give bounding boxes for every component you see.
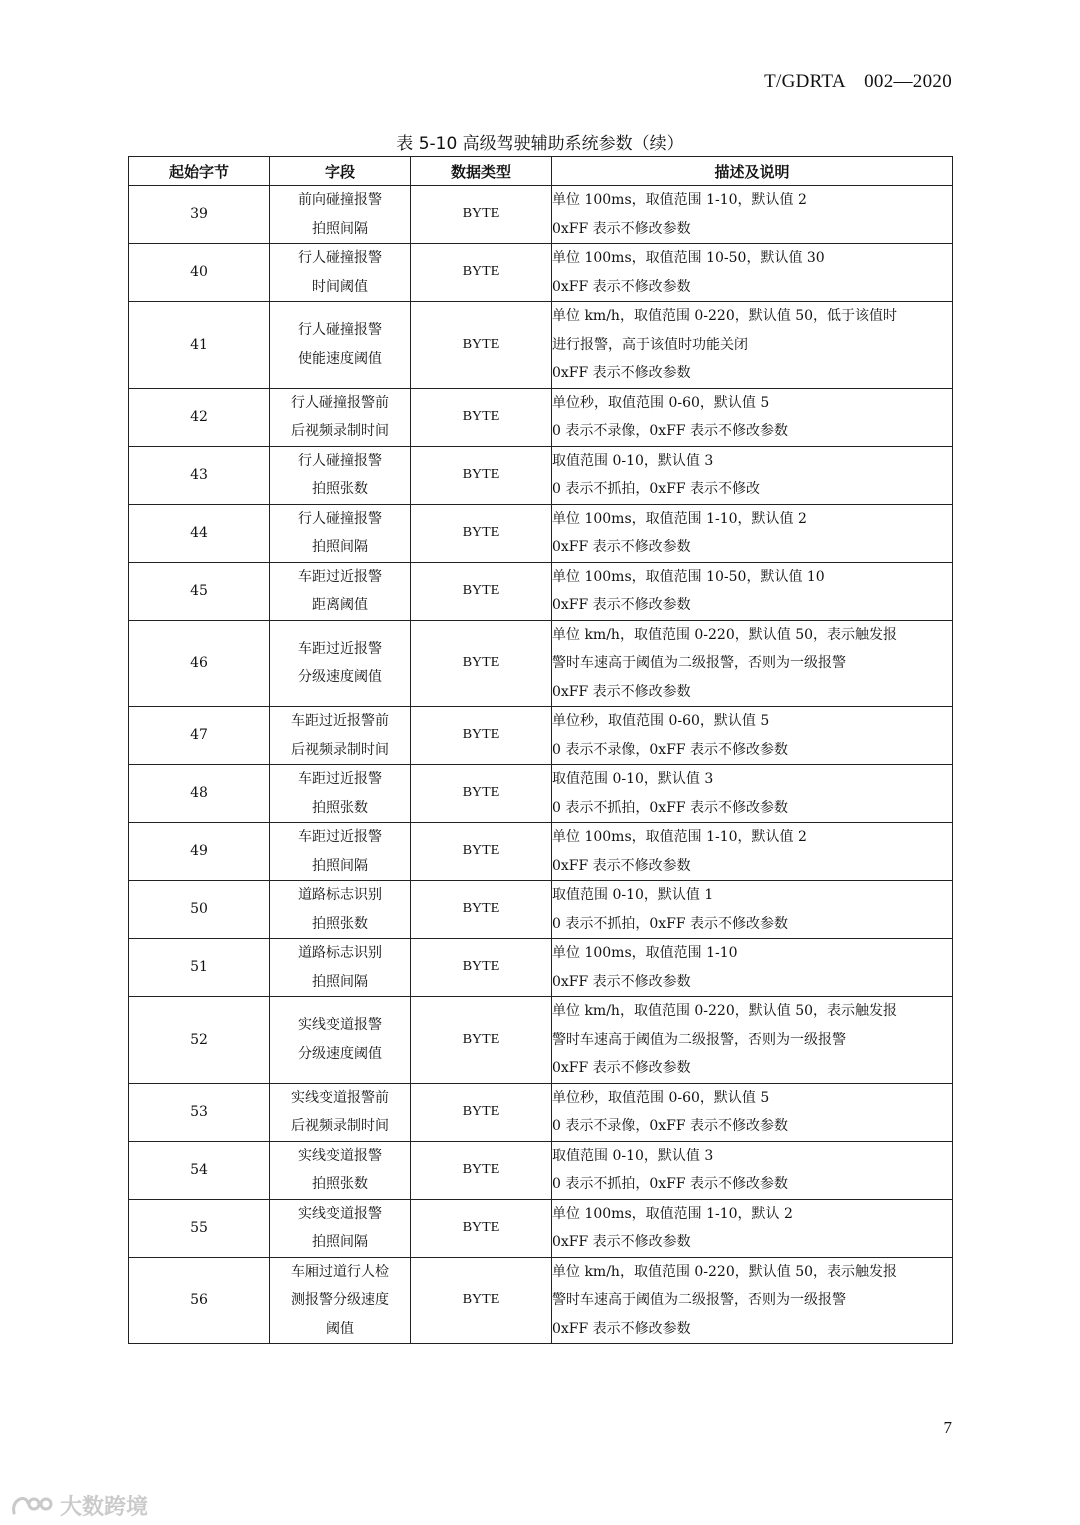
description-line: 进行报警，高于该值时功能关闭 xyxy=(552,336,748,353)
description-line: 0xFF 表示不修改参数 xyxy=(552,1060,691,1076)
cell-start-byte: 51 xyxy=(129,939,270,997)
field-line: 实线变道报警 xyxy=(298,1205,382,1222)
description-line: 0 表示不抓拍，0xFF 表示不修改参数 xyxy=(552,1176,789,1192)
cell-field xyxy=(270,504,411,562)
field-line: 拍照张数 xyxy=(312,799,368,816)
description-line: 单位 100ms，取值范围 1-10，默认值 2 xyxy=(552,829,807,845)
description-line: 取值范围 0-10，默认值 3 xyxy=(552,452,714,469)
table-row xyxy=(129,997,953,1084)
description-line: 0xFF 表示不修改参数 xyxy=(552,973,691,990)
description-line: 单位秒，取值范围 0-60，默认值 5 xyxy=(552,713,770,729)
cell-field xyxy=(270,765,411,823)
cell-data-type: BYTE xyxy=(411,881,552,939)
field-line: 道路标志识别 xyxy=(298,887,382,903)
field-line: 距离阈值 xyxy=(312,597,368,613)
cell-start-byte: 41 xyxy=(129,302,270,389)
cell-description xyxy=(552,1257,953,1344)
cell-field xyxy=(270,388,411,446)
cell-field xyxy=(270,562,411,620)
description-line: 0xFF 表示不修改参数 xyxy=(552,1320,691,1337)
cell-data-type: BYTE xyxy=(411,504,552,562)
cell-description xyxy=(552,765,953,823)
field-line: 拍照间隔 xyxy=(312,1234,368,1250)
field-line: 时间阈值 xyxy=(312,278,368,295)
table-row xyxy=(129,823,953,881)
description-line: 0 表示不录像，0xFF 表示不修改参数 xyxy=(552,741,789,758)
cell-data-type: BYTE xyxy=(411,244,552,302)
description-line: 0xFF 表示不修改参数 xyxy=(552,365,691,381)
table-body xyxy=(129,186,953,1344)
cell-start-byte: 46 xyxy=(129,620,270,707)
description-line: 单位秒，取值范围 0-60，默认值 5 xyxy=(552,1089,770,1106)
page-number: 7 xyxy=(943,1418,952,1437)
cell-data-type: BYTE xyxy=(411,1257,552,1344)
field-line: 行人碰撞报警 xyxy=(298,322,382,339)
field-line: 实线变道报警 xyxy=(298,1017,382,1034)
description-line: 0 表示不录像，0xFF 表示不修改参数 xyxy=(552,423,789,439)
field-line: 行人碰撞报警 xyxy=(298,510,382,527)
description-line: 单位 100ms，取值范围 10-50，默认值 30 xyxy=(552,250,825,266)
field-line: 拍照张数 xyxy=(312,1176,368,1192)
cell-data-type: BYTE xyxy=(411,823,552,881)
cell-start-byte: 50 xyxy=(129,881,270,939)
cell-field xyxy=(270,244,411,302)
field-line: 后视频录制时间 xyxy=(291,741,389,758)
description-line: 0xFF 表示不修改参数 xyxy=(552,1234,691,1250)
watermark xyxy=(10,1490,148,1521)
table-row xyxy=(129,1199,953,1257)
cell-description xyxy=(552,620,953,707)
cell-data-type: BYTE xyxy=(411,302,552,389)
cell-data-type: BYTE xyxy=(411,1199,552,1257)
cell-data-type: BYTE xyxy=(411,997,552,1084)
table-row xyxy=(129,244,953,302)
cell-field xyxy=(270,939,411,997)
cell-description xyxy=(552,186,953,244)
table-row xyxy=(129,1083,953,1141)
field-line: 拍照间隔 xyxy=(312,539,368,555)
field-line: 车距过近报警 xyxy=(298,829,382,845)
cell-description xyxy=(552,1141,953,1199)
table-row xyxy=(129,388,953,446)
description-line: 单位秒，取值范围 0-60，默认值 5 xyxy=(552,394,770,411)
cell-field xyxy=(270,997,411,1084)
description-line: 0 表示不抓拍，0xFF 表示不修改参数 xyxy=(552,799,789,816)
cell-start-byte: 45 xyxy=(129,562,270,620)
column-header-field: 字段 xyxy=(270,157,411,186)
cell-data-type: BYTE xyxy=(411,1141,552,1199)
table-header-row xyxy=(129,157,953,186)
table-row xyxy=(129,881,953,939)
cell-data-type: BYTE xyxy=(411,186,552,244)
cell-description xyxy=(552,446,953,504)
description-line: 0xFF 表示不修改参数 xyxy=(552,683,691,700)
description-line: 取值范围 0-10，默认值 1 xyxy=(552,887,714,903)
cell-start-byte: 43 xyxy=(129,446,270,504)
field-line: 拍照张数 xyxy=(312,915,368,932)
field-line: 测报警分级速度 xyxy=(291,1292,389,1308)
description-line: 0xFF 表示不修改参数 xyxy=(552,539,691,555)
cell-description xyxy=(552,388,953,446)
description-line: 0 表示不抓拍，0xFF 表示不修改 xyxy=(552,481,761,497)
cell-start-byte: 53 xyxy=(129,1083,270,1141)
cell-field xyxy=(270,1083,411,1141)
cell-field xyxy=(270,881,411,939)
cell-start-byte: 39 xyxy=(129,186,270,244)
cell-start-byte: 47 xyxy=(129,707,270,765)
cell-description xyxy=(552,504,953,562)
table-row xyxy=(129,765,953,823)
cell-description xyxy=(552,707,953,765)
field-line: 实线变道报警 xyxy=(298,1147,382,1164)
cell-field xyxy=(270,1257,411,1344)
table-row xyxy=(129,504,953,562)
description-line: 单位 100ms，取值范围 1-10，默认 2 xyxy=(552,1205,793,1222)
cell-start-byte: 54 xyxy=(129,1141,270,1199)
field-line: 车距过近报警 xyxy=(298,568,382,585)
cell-data-type: BYTE xyxy=(411,707,552,765)
cell-data-type: BYTE xyxy=(411,388,552,446)
table-row xyxy=(129,1141,953,1199)
description-line: 取值范围 0-10，默认值 3 xyxy=(552,1147,714,1164)
cell-field xyxy=(270,1141,411,1199)
field-line: 前向碰撞报警 xyxy=(298,192,382,208)
description-line: 警时车速高于阈值为二级报警，否则为一级报警 xyxy=(552,1292,846,1308)
field-line: 车厢过道行人检 xyxy=(291,1263,389,1280)
cell-start-byte: 42 xyxy=(129,388,270,446)
field-line: 拍照间隔 xyxy=(312,220,368,237)
cell-field xyxy=(270,707,411,765)
description-line: 0xFF 表示不修改参数 xyxy=(552,857,691,874)
cell-start-byte: 44 xyxy=(129,504,270,562)
column-header-data-type: 数据类型 xyxy=(411,157,552,186)
description-line: 警时车速高于阈值为二级报警，否则为一级报警 xyxy=(552,1031,846,1048)
table-row xyxy=(129,562,953,620)
field-line: 行人碰撞报警 xyxy=(298,452,382,469)
field-line: 拍照间隔 xyxy=(312,857,368,874)
field-line: 后视频录制时间 xyxy=(291,1118,389,1134)
description-line: 取值范围 0-10，默认值 3 xyxy=(552,771,714,787)
cell-description xyxy=(552,302,953,389)
description-line: 单位 km/h，取值范围 0-220，默认值 50，表示触发报 xyxy=(552,626,898,643)
table-row xyxy=(129,939,953,997)
field-line: 阈值 xyxy=(326,1320,354,1337)
cell-description xyxy=(552,1199,953,1257)
field-line: 使能速度阈值 xyxy=(298,350,382,367)
field-line: 实线变道报警前 xyxy=(291,1089,389,1106)
description-line: 警时车速高于阈值为二级报警，否则为一级报警 xyxy=(552,655,846,671)
description-line: 单位 100ms，取值范围 1-10 xyxy=(552,945,738,961)
cell-start-byte: 55 xyxy=(129,1199,270,1257)
cell-data-type: BYTE xyxy=(411,620,552,707)
cell-description xyxy=(552,939,953,997)
cell-field xyxy=(270,620,411,707)
cell-description xyxy=(552,244,953,302)
field-line: 拍照间隔 xyxy=(312,973,368,990)
column-header-start-byte: 起始字节 xyxy=(129,157,270,186)
table-row xyxy=(129,186,953,244)
cell-data-type: BYTE xyxy=(411,562,552,620)
table-row xyxy=(129,446,953,504)
description-line: 单位 100ms，取值范围 1-10，默认值 2 xyxy=(552,192,807,208)
field-line: 车距过近报警 xyxy=(298,771,382,787)
cell-field xyxy=(270,446,411,504)
cell-data-type: BYTE xyxy=(411,939,552,997)
description-line: 0xFF 表示不修改参数 xyxy=(552,278,691,295)
description-line: 单位 km/h，取值范围 0-220，默认值 50，表示触发报 xyxy=(552,1003,898,1019)
field-line: 道路标志识别 xyxy=(298,945,382,961)
description-line: 0xFF 表示不修改参数 xyxy=(552,220,691,237)
table-row xyxy=(129,1257,953,1344)
brand-logo-icon xyxy=(10,1493,54,1519)
description-line: 单位 100ms，取值范围 10-50，默认值 10 xyxy=(552,568,825,585)
cell-description xyxy=(552,1083,953,1141)
description-line: 单位 km/h，取值范围 0-220，默认值 50，低于该值时 xyxy=(552,308,898,324)
field-line: 行人碰撞报警 xyxy=(298,250,382,266)
field-line: 分级速度阈值 xyxy=(298,669,382,686)
table-row xyxy=(129,707,953,765)
field-line: 车距过近报警前 xyxy=(291,713,389,729)
cell-field xyxy=(270,186,411,244)
parameter-table xyxy=(128,156,953,1344)
table-caption: 表 5-10 高级驾驶辅助系统参数（续） xyxy=(396,134,684,154)
cell-start-byte: 48 xyxy=(129,765,270,823)
cell-start-byte: 56 xyxy=(129,1257,270,1344)
table-row xyxy=(129,302,953,389)
column-header-description: 描述及说明 xyxy=(552,157,953,186)
field-line: 车距过近报警 xyxy=(298,640,382,657)
cell-data-type: BYTE xyxy=(411,1083,552,1141)
cell-start-byte: 49 xyxy=(129,823,270,881)
cell-field xyxy=(270,302,411,389)
cell-description xyxy=(552,997,953,1084)
field-line: 拍照张数 xyxy=(312,481,368,497)
field-line: 后视频录制时间 xyxy=(291,423,389,439)
cell-start-byte: 52 xyxy=(129,997,270,1084)
document-code: T/GDRTA 002—2020 xyxy=(764,71,952,92)
field-line: 行人碰撞报警前 xyxy=(291,394,389,411)
cell-description xyxy=(552,562,953,620)
description-line: 0xFF 表示不修改参数 xyxy=(552,597,691,613)
cell-data-type: BYTE xyxy=(411,765,552,823)
description-line: 单位 100ms，取值范围 1-10，默认值 2 xyxy=(552,510,807,527)
cell-description xyxy=(552,823,953,881)
cell-field xyxy=(270,1199,411,1257)
cell-data-type: BYTE xyxy=(411,446,552,504)
description-line: 0 表示不抓拍，0xFF 表示不修改参数 xyxy=(552,915,789,932)
watermark-text: 大数跨境 xyxy=(60,1495,149,1520)
description-line: 0 表示不录像，0xFF 表示不修改参数 xyxy=(552,1118,789,1134)
cell-description xyxy=(552,881,953,939)
cell-start-byte: 40 xyxy=(129,244,270,302)
cell-field xyxy=(270,823,411,881)
table-row xyxy=(129,620,953,707)
description-line: 单位 km/h，取值范围 0-220，默认值 50，表示触发报 xyxy=(552,1263,898,1280)
field-line: 分级速度阈值 xyxy=(298,1045,382,1062)
